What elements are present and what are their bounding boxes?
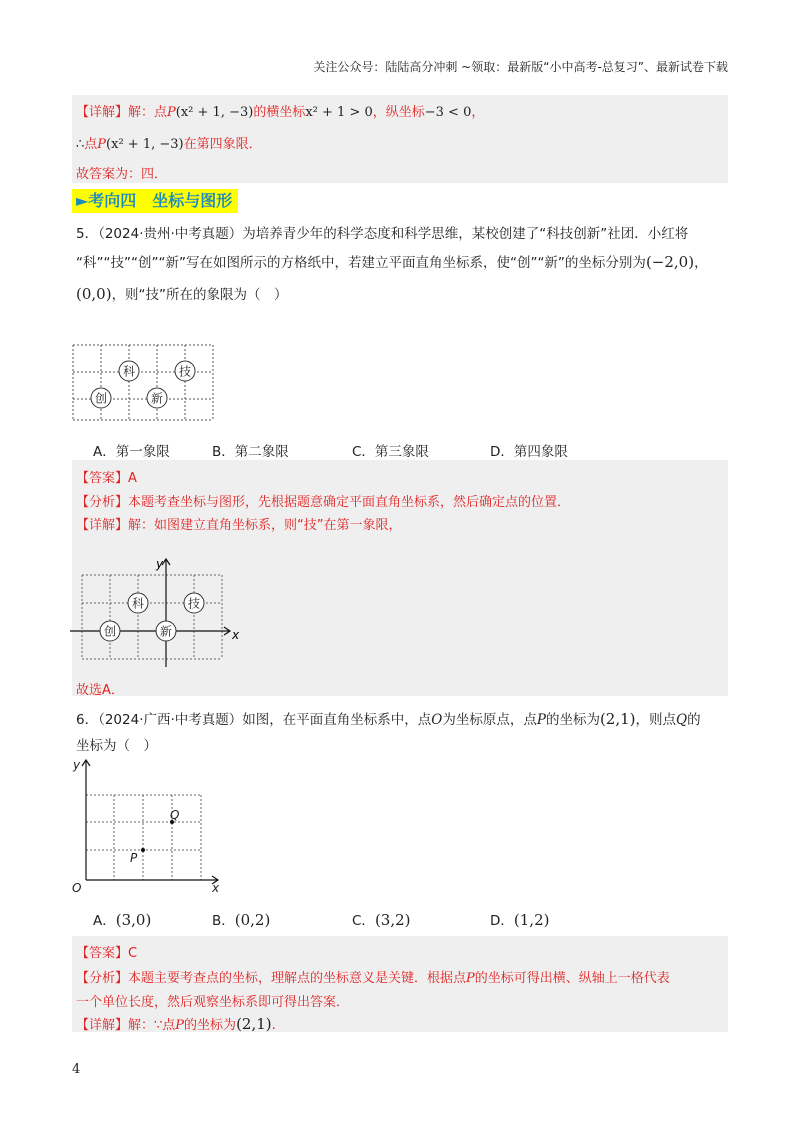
q5-answer	[76, 467, 137, 486]
q5-option-c[interactable]: C．第三象限	[352, 444, 429, 460]
q5-grid-figure	[70, 342, 216, 424]
q5-option-d[interactable]: D．第四象限	[490, 444, 568, 460]
math-q: Q	[676, 712, 688, 728]
q6-option-d[interactable]	[490, 909, 549, 929]
q6-analysis-line1	[76, 967, 670, 986]
q5-line3	[76, 283, 288, 303]
text: 点	[84, 137, 98, 152]
answer-label: 【答案】	[76, 946, 129, 961]
option-value: (1,2)	[513, 911, 550, 929]
math-expr: x² + 1 > 0	[305, 105, 373, 120]
text: 本题主要考查点的坐标，理解点的坐标意义是关键．根据点	[128, 971, 467, 986]
x-axis-label: x	[232, 628, 240, 642]
char-ke: 科	[122, 364, 136, 379]
q6-line1	[76, 708, 701, 728]
prev-detail-line	[76, 101, 484, 120]
q5-solution-figure	[70, 555, 242, 670]
analysis-text: 本题考查坐标与图形，先根据题意确定平面直角坐标系，然后确定点的位置．	[128, 495, 571, 510]
text: 的坐标为	[184, 1018, 237, 1033]
analysis-label: 【分析】	[76, 971, 129, 986]
q5-option-b[interactable]: B．第二象限	[212, 444, 289, 460]
therefore-symbol: ∴	[76, 137, 85, 152]
text: ，	[694, 255, 708, 271]
math-p: P	[175, 1018, 185, 1033]
detail-label: 【详解】	[76, 518, 129, 533]
q6-option-b[interactable]	[212, 909, 270, 929]
math-o: O	[431, 712, 443, 728]
math-coord: (x² + 1, −3)	[106, 137, 184, 152]
q6-option-c[interactable]	[352, 909, 411, 929]
origin-label: O	[72, 881, 82, 893]
x-axis-label: x	[212, 881, 220, 893]
text: 6．（2024·广西·中考真题）如图，在平面直角坐标系中，点	[76, 712, 432, 728]
point-p	[141, 848, 145, 852]
text: 的	[687, 712, 701, 728]
char-xin: 新	[159, 624, 173, 639]
option-value: (0,2)	[234, 911, 271, 929]
detail-label: 【详解】	[76, 1018, 129, 1033]
text: “科”“技”“创”“新”写在如图所示的方格纸中，若建立平面直角坐标系，使“创”“新”的坐标分别为	[76, 255, 646, 271]
text: .	[271, 1018, 276, 1033]
q6-line2: 坐标为（ ）	[76, 738, 157, 754]
math-coord: (0,0)	[76, 285, 112, 303]
section-title: ►考向四 坐标与图形	[72, 189, 238, 213]
math-coord: (−2,0)	[645, 253, 695, 271]
text: 在第四象限．	[183, 137, 262, 152]
option-letter: B．	[212, 913, 235, 929]
q6-detail	[76, 1014, 276, 1033]
option-letter: D．	[490, 913, 514, 929]
q6-answer	[76, 942, 137, 961]
answer-value: A	[128, 471, 137, 486]
math-coord: (2,1)	[236, 1015, 272, 1033]
page-header: 关注公众号：陆陆高分冲刺 ~领取：最新版“小中高考-总复习”、最新试卷下载	[313, 60, 728, 74]
text: 的横坐标	[253, 105, 306, 120]
math-p: P	[167, 105, 176, 120]
text: 为坐标原点，点	[442, 712, 537, 728]
math-p: P	[536, 712, 546, 728]
analysis-label: 【分析】	[76, 495, 129, 510]
point-q-label: Q	[170, 808, 180, 822]
text: 的坐标可得出横、纵轴上一格代表	[474, 971, 670, 986]
char-ji: 技	[187, 596, 201, 611]
q5-detail	[76, 514, 402, 533]
prev-conclusion-line	[76, 133, 262, 152]
text: ，则“技”所在的象限为（ ）	[111, 287, 288, 303]
char-chuang: 创	[94, 391, 108, 406]
answer-label: 【答案】	[76, 471, 129, 486]
q5-conclusion: 故选A．	[76, 683, 124, 698]
q6-coordinate-figure	[70, 755, 230, 893]
y-axis-label: y	[73, 758, 81, 772]
option-letter: A．	[93, 913, 116, 929]
text: 的坐标为	[545, 712, 600, 728]
text: ，	[471, 105, 485, 120]
math-p: P	[466, 971, 475, 986]
char-ji: 技	[178, 364, 192, 379]
math-coord: (2,1)	[599, 710, 636, 728]
math-coord: (x² + 1, −3)	[175, 105, 254, 120]
q6-option-a[interactable]	[93, 909, 151, 929]
char-chuang: 创	[103, 624, 117, 639]
detail-text: 解：如图建立直角坐标系，则“技”在第一象限，	[128, 518, 402, 533]
text: 解：点	[128, 105, 168, 120]
option-value: (3,2)	[374, 911, 411, 929]
q6-analysis-line2: 一个单位长度，然后观察坐标系即可得出答案．	[76, 995, 350, 1010]
char-ke: 科	[131, 596, 145, 611]
q5-line1: 5．（2024·贵州·中考真题）为培养青少年的科学态度和科学思维，某校创建了“科技创新”社团．小红将	[76, 226, 689, 242]
y-axis-label: y	[156, 557, 164, 571]
char-xin: 新	[150, 391, 164, 406]
prev-final-answer: 故答案为：四．	[76, 167, 168, 182]
option-value: (3,0)	[115, 911, 152, 929]
detail-label: 【详解】	[76, 105, 129, 120]
q5-line2	[76, 251, 708, 271]
text: ，则点	[635, 712, 677, 728]
math-expr: −3 < 0	[424, 105, 472, 120]
answer-value: C	[128, 946, 138, 961]
q5-analysis	[76, 491, 570, 510]
q5-option-a[interactable]: A．第一象限	[93, 444, 170, 460]
option-letter: C．	[352, 913, 375, 929]
point-p-label: P	[130, 851, 138, 865]
text: 解：∵点	[128, 1018, 176, 1033]
page-number: 4	[72, 1062, 81, 1077]
math-p: P	[97, 137, 107, 152]
text: ，纵坐标	[372, 105, 425, 120]
